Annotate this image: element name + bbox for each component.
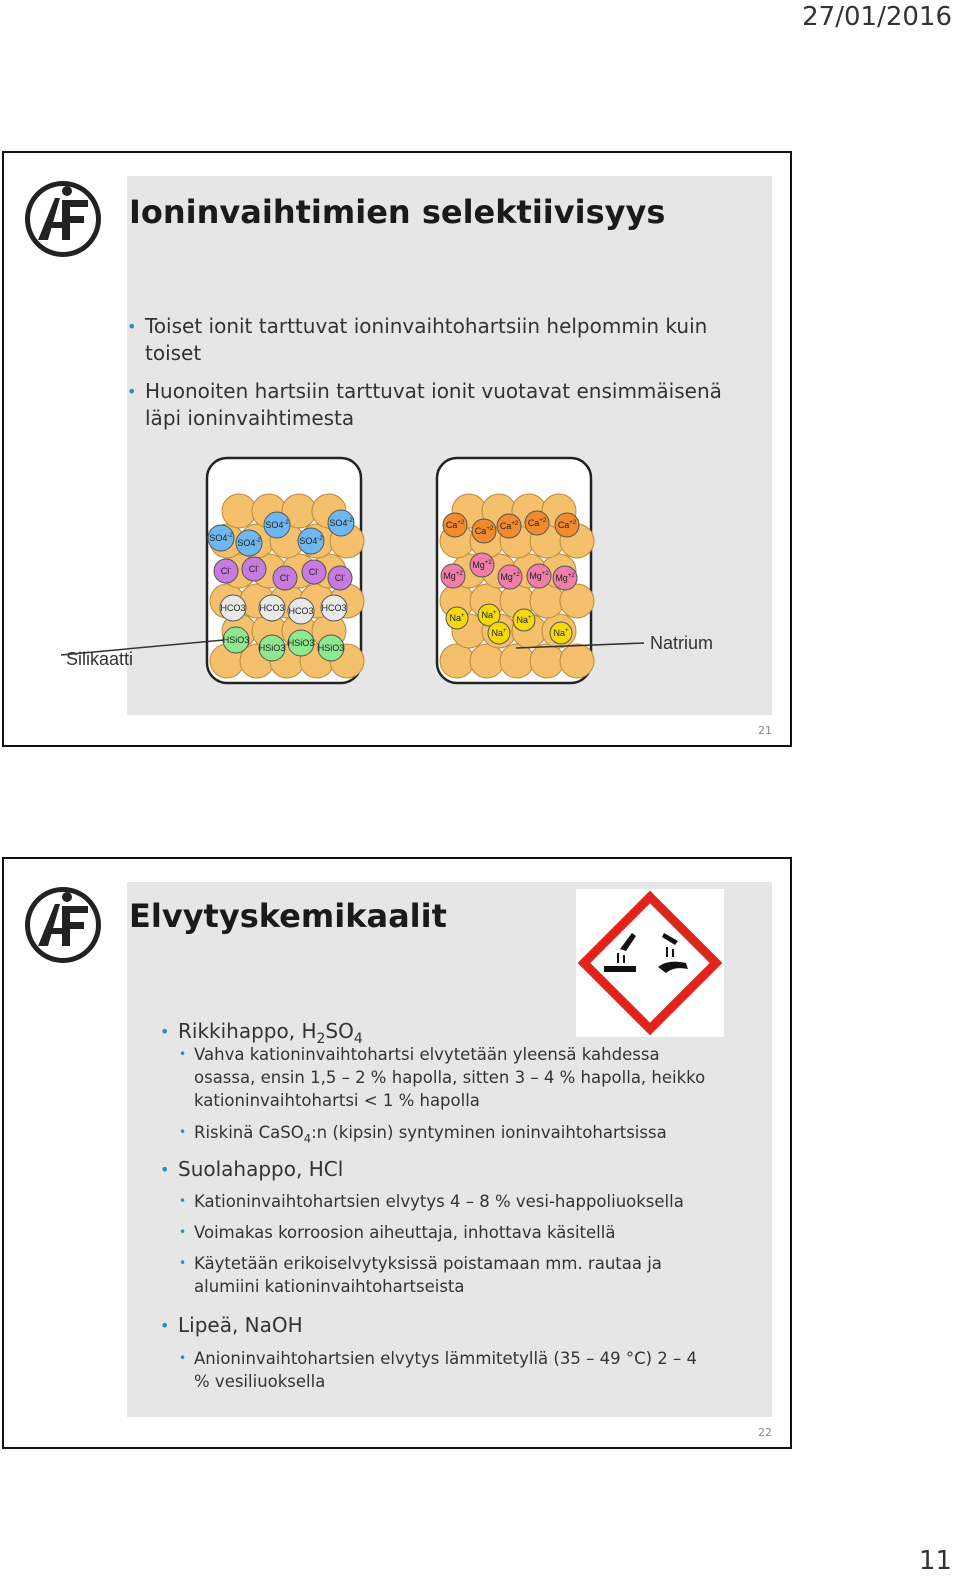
magnesium-ion-label: $Mg^{+2}$ <box>472 560 492 570</box>
bullet-dot-icon: • <box>179 1194 187 1208</box>
sub-bullet-sulfuric-dosage: • Vahva kationinvaihtohartsi elvytetään yleensä kahdessa osassa, ensin 1,5 – 2 % hapolla, sitten 3 – 4 % hapolla, heikko kationinvaihtohartsi < 1 % hapolla <box>179 1045 706 1110</box>
chloride-ion-label: Cl- <box>308 567 320 577</box>
cation-exchange-column <box>437 458 594 683</box>
sulfate-ion-label: $SO4^{-2}$ <box>329 518 353 528</box>
resin-bead <box>530 644 564 678</box>
sub-bullet-gypsum-risk: • Riskinä CaSO$_4$:n (kipsin) syntyminen ioninvaihtohartsissa <box>179 1123 667 1146</box>
chloride-ion-label: Cl- <box>248 564 260 574</box>
bullet-selectivity: • Toiset ionit tarttuvat ioninvaihtohartsiin helpommin kuin toiset <box>127 314 708 365</box>
sulfate-ion-label: $SO4^{-2}$ <box>299 536 323 546</box>
bullet-leakage: • Huonoiten hartsiin tarttuvat ionit vuotavat ensimmäisenä läpi ioninvaihtimesta <box>127 379 722 430</box>
bullet-dot-icon: • <box>179 1047 187 1061</box>
bullet-dot-icon: • <box>160 1160 170 1179</box>
bullet-hydrochloric-acid: • Suolahappo, HCl <box>160 1157 344 1181</box>
calcium-ion-label: $Ca^{+2}$ <box>557 520 577 530</box>
slide-regeneration-chemicals <box>2 857 792 1449</box>
anion-exchange-column <box>207 458 364 683</box>
bullet-dot-icon: • <box>179 1351 187 1365</box>
sodium-label: Natrium <box>650 633 714 653</box>
resin-bead <box>440 644 474 678</box>
bullet-dot-icon: • <box>127 382 137 401</box>
sub-bullet-hcl-regeneration: • Kationinvaihtohartsien elvytys 4 – 8 % vesi-happoliuoksella <box>179 1192 684 1211</box>
corrosive-hazard-icon <box>576 889 724 1037</box>
bicarbonate-ion-label: HCO3 <box>321 603 347 613</box>
calcium-ion-label: $Ca^{+2}$ <box>474 526 494 536</box>
hydrogen-silicate-ion-label: HSiO3 <box>317 643 345 653</box>
sub-bullet-hcl-special: • Käytetään erikoiselvytyksissä poistamaan mm. rautaa ja alumiini kationinvaihtohartseista <box>179 1254 662 1296</box>
sodium-ion-label: Na+ <box>481 610 497 620</box>
bullet-dot-icon: • <box>160 1022 170 1041</box>
bullet-dot-icon: • <box>127 317 137 336</box>
sodium-ion-label: Na+ <box>516 615 532 625</box>
sulfate-ion-label: $SO4^{-2}$ <box>209 533 233 543</box>
chloride-ion-label: Cl- <box>279 573 291 583</box>
chloride-ion-label: Cl- <box>334 573 346 583</box>
bicarbonate-ion-label: HCO3 <box>259 603 285 613</box>
bicarbonate-ion-label: HCO3 <box>288 606 314 616</box>
magnesium-ion-label: $Mg^{+2}$ <box>443 571 463 581</box>
hydrogen-silicate-ion-label: HSiO3 <box>222 635 250 645</box>
bicarbonate-ion-label: HCO3 <box>220 603 246 613</box>
slide-number: 22 <box>758 1426 772 1439</box>
silicate-label: Silikaatti <box>66 649 134 669</box>
sodium-ion-label: Na+ <box>491 628 507 638</box>
calcium-ion-label: $Ca^{+2}$ <box>499 521 519 531</box>
sodium-ion-label: Na+ <box>449 613 465 623</box>
bullet-dot-icon: • <box>179 1125 187 1139</box>
afry-logo-icon <box>22 884 104 966</box>
bullet-dot-icon: • <box>160 1316 170 1335</box>
calcium-ion-label: $Ca^{+2}$ <box>527 518 547 528</box>
slide-ion-exchange-selectivity <box>2 151 792 747</box>
resin-bead <box>560 644 594 678</box>
slide-title: Elvytyskemikaalit <box>129 897 447 935</box>
page-number: 11 <box>918 1546 952 1576</box>
magnesium-ion-label: $Mg^{+2}$ <box>529 571 549 581</box>
slide-title: Ioninvaihtimien selektiivisyys <box>129 193 666 231</box>
bullet-dot-icon: • <box>179 1256 187 1270</box>
sulfate-ion-label: $SO4^{-2}$ <box>265 520 289 530</box>
bullet-dot-icon: • <box>179 1225 187 1239</box>
sub-bullet-hcl-corrosion: • Voimakas korroosion aiheuttaja, inhottava käsitellä <box>179 1223 616 1242</box>
sub-bullet-naoh-regeneration: • Anioninvaihtohartsien elvytys lämmitetyllä (35 – 49 °C) 2 – 4 % vesiliuoksella <box>179 1349 698 1391</box>
magnesium-ion-label: $Mg^{+2}$ <box>500 572 520 582</box>
resin-bead <box>530 584 564 618</box>
calcium-ion-label: $Ca^{+2}$ <box>445 520 465 530</box>
bullet-sodium-hydroxide: • Lipeä, NaOH <box>160 1313 303 1337</box>
page-date: 27/01/2016 <box>802 2 952 32</box>
hydrogen-silicate-ion-label: HSiO3 <box>258 643 286 653</box>
slide-number: 21 <box>758 724 772 737</box>
bullet-sulfuric-acid: • Rikkihappo, $H_2SO_4$ <box>160 1019 363 1047</box>
resin-bead <box>470 644 504 678</box>
sodium-ion-label: Na+ <box>553 628 569 638</box>
chloride-ion-label: Cl- <box>220 566 232 576</box>
hydrogen-silicate-ion-label: HSiO3 <box>287 638 315 648</box>
sulfate-ion-label: $SO4^{-2}$ <box>237 538 261 548</box>
resin-bead <box>222 494 256 528</box>
resin-bead <box>500 644 534 678</box>
magnesium-ion-label: $Mg^{+2}$ <box>555 573 575 583</box>
